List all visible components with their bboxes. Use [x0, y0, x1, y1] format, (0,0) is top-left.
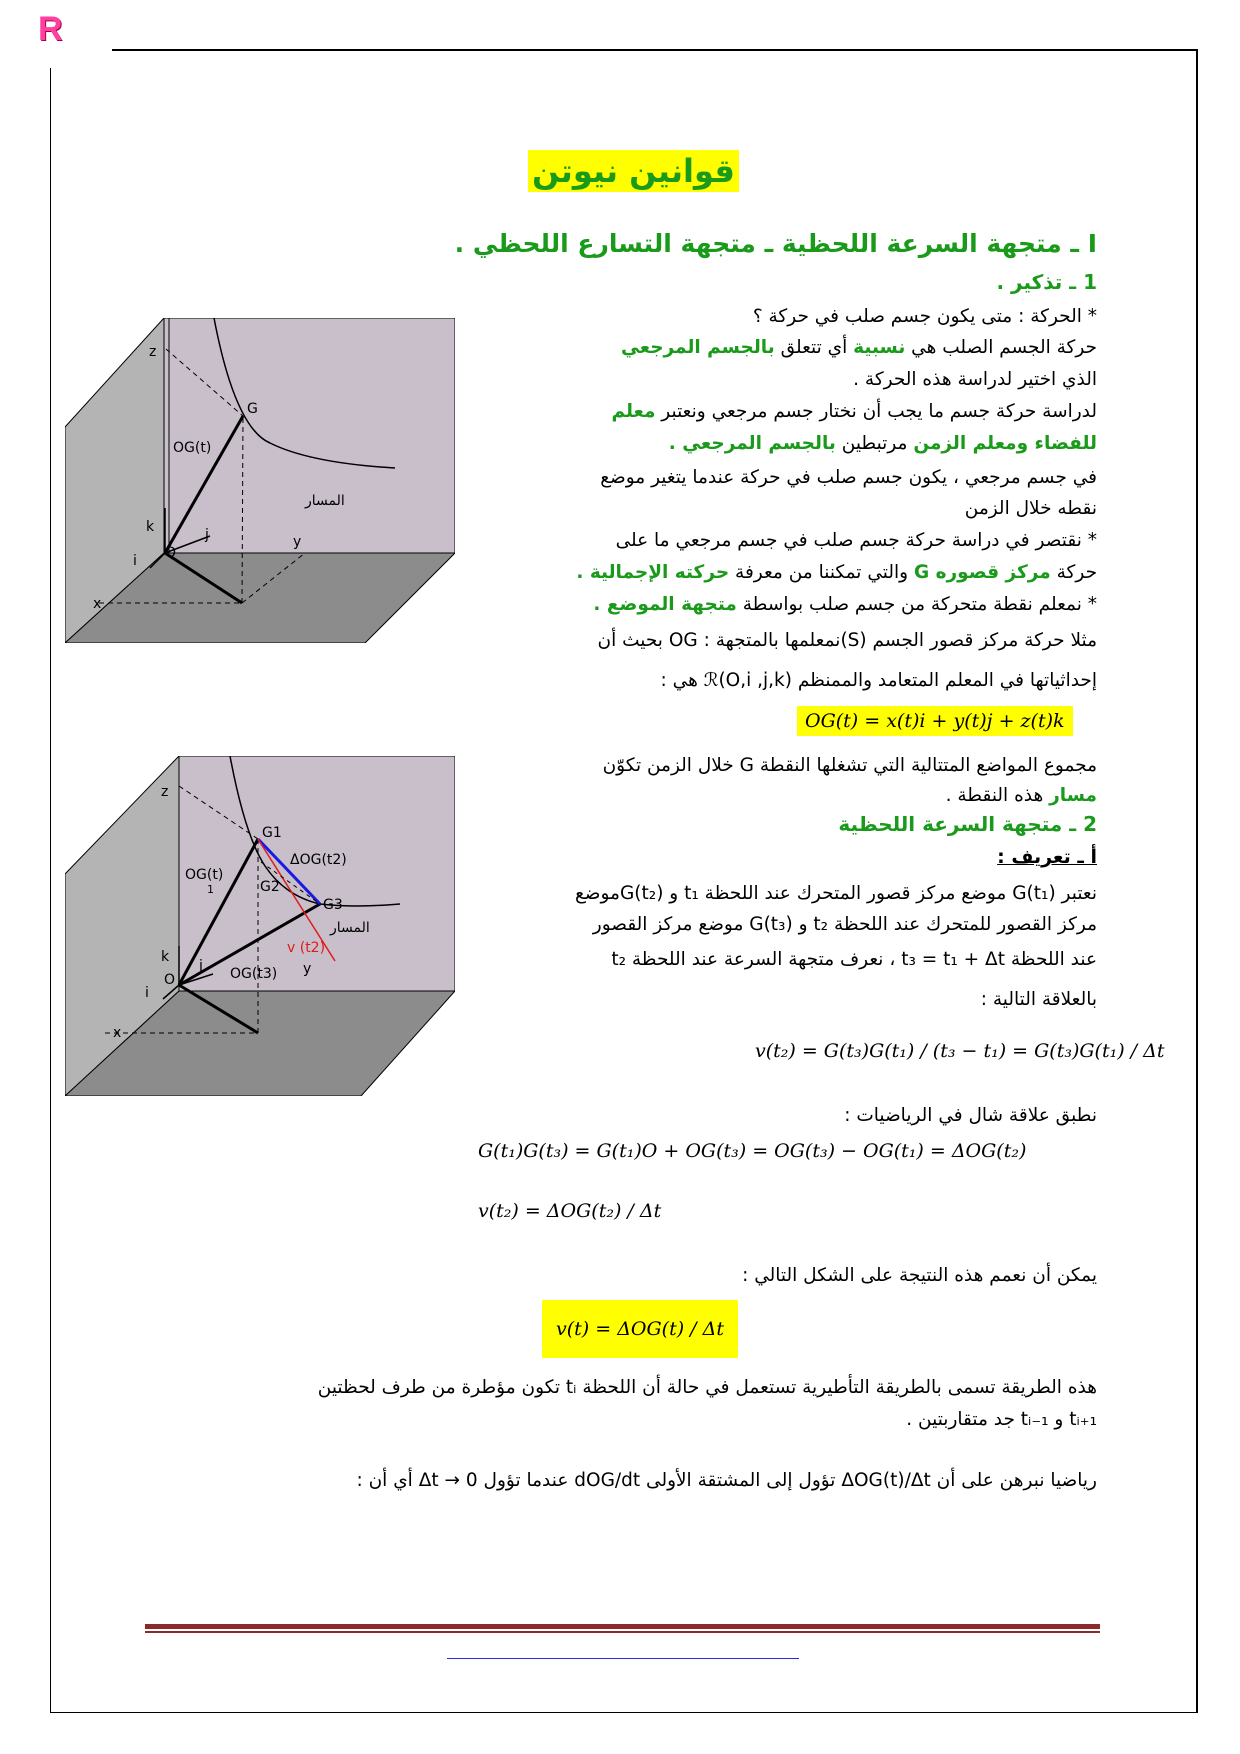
j-label: j: [199, 958, 203, 974]
g-label: G: [247, 401, 258, 417]
section-heading: I ـ متجهة السرعة اللحظية ـ متجهة التسارع اللحظي .: [454, 229, 1097, 258]
equation-position-vector: OG(t) = x(t)i + y(t)j + z(t)k: [797, 706, 1073, 736]
g3-label: G3: [323, 897, 343, 913]
i-label: i: [145, 985, 149, 1001]
text-run: والتي تمكننا من معرفة: [729, 562, 914, 583]
footer-link-underline[interactable]: [447, 1658, 799, 1659]
frame-left-rule: [50, 68, 51, 1713]
keyword: نسبية: [853, 337, 906, 358]
text-line: * نقتصر في دراسة حركة جسم صلب في جسم مرجعي ما على: [615, 530, 1097, 551]
keyword: للفضاء ومعلم الزمن: [913, 433, 1097, 454]
keyword: مسار: [1049, 785, 1097, 806]
text-run: * نمعلم نقطة متحركة من جسم صلب بواسطة: [736, 594, 1097, 615]
text-line: tᵢ₊₁ و tᵢ₋₁ جد متقاربتين .: [906, 1409, 1097, 1430]
text-line: نقطه خلال الزمن: [964, 498, 1097, 519]
text-line: مركز القصور للمتحرك عند اللحظة t₂ و G(t₃) موضع مركز القصور: [592, 914, 1097, 935]
text-line: مجموع المواضع المتتالية التي تشغلها النقطة G خلال الزمن تكوّن: [602, 755, 1097, 776]
text-line: عند اللحظة t₃ = t₁ + Δt ، نعرف متجهة السرعة عند اللحظة t₂: [611, 949, 1097, 970]
j-label: j: [205, 527, 209, 543]
delta-og-label: ΔOG(t2): [290, 852, 347, 868]
text-run: لدراسة حركة جسم ما يجب أن نختار جسم مرجعي ونعتبر: [655, 401, 1097, 422]
logo: R: [38, 10, 63, 48]
keyword: مركز قصوره G: [913, 562, 1051, 583]
frame-top-rule: [112, 49, 1197, 51]
figure-position-vector: [65, 318, 455, 643]
footer-rule-thin: [145, 1631, 1100, 1633]
k-label: k: [146, 519, 155, 535]
subsection-reminder: 1 ـ تذكير .: [996, 270, 1097, 294]
keyword: معلم: [611, 401, 656, 422]
keyword: حركته الإجمالية .: [576, 562, 730, 583]
text-run: مرتبطين: [835, 433, 914, 454]
text-line: [593, 589, 1097, 620]
text-line: نعتبر G(t₁) موضع مركز قصور المتحرك عند اللحظة t₁ و G(t₂)موضع: [574, 883, 1097, 904]
figure-back-wall: [164, 318, 455, 553]
keyword: بالجسم المرجعي .: [668, 433, 836, 454]
text-line: [621, 332, 1097, 363]
text-line: [946, 780, 1097, 811]
text-line: مثلا حركة مركز قصور الجسم (S)نمعلمها بالمتجهة : OG بحيث أن: [597, 630, 1097, 651]
text-line: يمكن أن نعمم هذه النتيجة على الشكل التالي :: [742, 1265, 1097, 1286]
text-run: حركة: [1050, 562, 1097, 583]
text-line: في جسم مرجعي ، يكون جسم صلب في حركة عندما يتغير موضع: [600, 467, 1097, 488]
text-run: حركة الجسم الصلب هي: [905, 337, 1097, 358]
trajectory-label: المسار: [305, 493, 345, 509]
velocity-label: v (t2): [287, 940, 326, 956]
text-line: رياضيا نبرهن على أن ΔOG(t)/Δt تؤول إلى المشتقة الأولى dOG/dt عندما تؤول Δt → 0 أي أن :: [356, 1470, 1097, 1491]
og-label: OG(t): [173, 440, 212, 456]
k-label: k: [161, 949, 170, 965]
equation-velocity-def: v(t₂) = G(t₃)G(t₁) / (t₃ − t₁) = G(t₃)G(t₁) / Δt: [755, 1040, 1165, 1062]
text-line: [611, 396, 1097, 427]
text-line: بالعلاقة التالية :: [980, 989, 1097, 1010]
y-label: y: [303, 961, 312, 977]
trajectory-label: المسار: [330, 920, 370, 936]
og-t3-label: OG(t3): [230, 966, 278, 982]
equation-chasles: G(t₁)G(t₃) = G(t₁)O + OG(t₃) = OG(t₃) − OG(t₁) = ΔOG(t₂): [478, 1140, 1027, 1162]
frame-bottom-rule: [50, 1712, 1198, 1713]
x-label: x: [93, 596, 102, 612]
i-label: i: [133, 553, 137, 569]
definition-heading: أ ـ تعريف :: [997, 846, 1097, 868]
frame-right-rule: [1196, 49, 1198, 1713]
text-line: [669, 428, 1097, 459]
og-t1-label: OG(t): [185, 867, 224, 883]
figure-velocity-vectors: [65, 756, 455, 1096]
keyword: متجهة الموضع .: [593, 594, 737, 615]
text-line: الذي اختير لدراسة هذه الحركة .: [853, 369, 1097, 390]
x-label: x: [113, 1025, 122, 1041]
z-label: z: [161, 784, 169, 800]
g1-label: G1: [262, 825, 282, 841]
subsection-instant-velocity: 2 ـ متجهة السرعة اللحظية: [838, 812, 1097, 836]
text-run: أي تتعلق: [774, 337, 854, 358]
footer-rule: [145, 1624, 1100, 1629]
y-label: y: [293, 534, 302, 550]
keyword: بالجسم المرجعي: [621, 337, 775, 358]
g2-label: G2: [260, 879, 280, 895]
text-line: * الحركة : متى يكون جسم صلب في حركة ؟: [752, 306, 1097, 327]
origin-label: O: [164, 972, 176, 988]
text-line: إحداثياتها في المعلم المتعامد والممنظم ℛ(O,i ,j,k) هي :: [660, 670, 1097, 691]
text-line: نطبق علاقة شال في الرياضيات :: [844, 1105, 1097, 1126]
text-run: هذه النقطة .: [945, 785, 1050, 806]
text-line: [576, 557, 1097, 588]
text-line: هذه الطريقة تسمى بالطريقة التأطيرية تستعمل في حالة أن اللحظة tᵢ تكون مؤطرة من طرف لحظتين: [317, 1377, 1097, 1398]
equation-velocity-general: v(t) = ΔOG(t) / Δt: [542, 1300, 738, 1358]
page-title: قوانين نيوتن: [528, 150, 739, 192]
z-label: z: [149, 344, 157, 360]
equation-velocity-delta: v(t₂) = ΔOG(t₂) / Δt: [478, 1200, 662, 1222]
og-t1-subscript: 1: [207, 883, 214, 896]
origin-label: O: [165, 545, 177, 561]
